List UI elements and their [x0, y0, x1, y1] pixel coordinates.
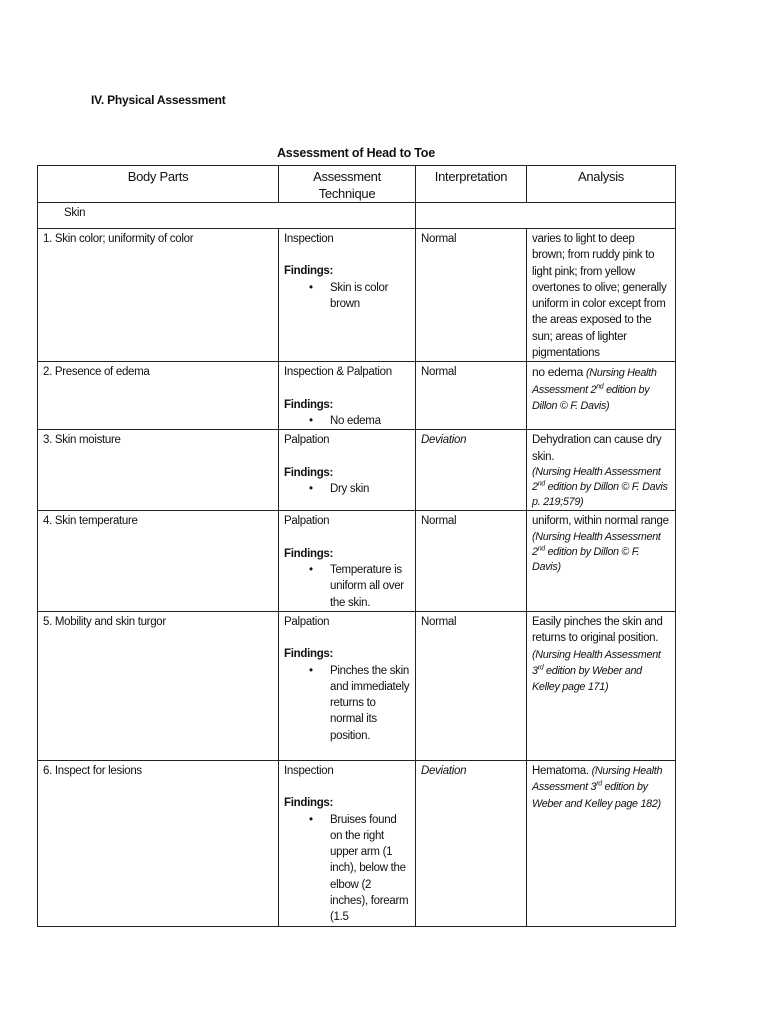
- technique-cell: [279, 760, 416, 926]
- section-empty-cell: [416, 203, 676, 229]
- citation-pre: (Nursing Health Assessment 2: [532, 367, 657, 396]
- finding-item: • Temperature is uniform all over the skin.: [330, 562, 410, 611]
- finding-item: • Bruises found on the right upper arm (1 inch), below the elbow (2 inches), forearm (1.5: [330, 812, 410, 926]
- assessment-table: [37, 165, 676, 927]
- finding-item: • No edema: [330, 413, 410, 429]
- technique-cell: [279, 511, 416, 611]
- findings-list: [284, 812, 410, 926]
- analysis-text: no edema: [532, 365, 587, 380]
- findings-label: Findings:: [284, 265, 334, 278]
- table-row: [38, 229, 676, 362]
- body-part-cell: 5. Mobility and skin turgor: [38, 611, 279, 760]
- analysis-text: uniform, within normal range: [532, 515, 669, 528]
- analysis-cell: [527, 511, 676, 611]
- section-row-skin: [38, 203, 676, 229]
- table-title: Assessment of Head to Toe: [276, 146, 435, 160]
- analysis-text: Dehydration can cause dry skin.: [532, 434, 662, 463]
- findings-label: Findings:: [284, 648, 334, 661]
- findings-list: [284, 663, 410, 744]
- technique-text: Palpation: [284, 515, 330, 528]
- citation-pre: (Nursing Health Assessment 2: [532, 530, 661, 558]
- technique-text: Inspection: [284, 764, 334, 777]
- header-body-parts: Body Parts: [38, 166, 279, 203]
- finding-item: • Dry skin: [330, 481, 410, 497]
- technique-text: Inspection: [284, 233, 334, 245]
- table-row: [38, 362, 676, 430]
- header-interpretation: Interpretation: [416, 166, 527, 203]
- header-technique: Assessment Technique: [279, 166, 416, 203]
- citation-post: edition by Weber and Kelley page 182): [532, 781, 661, 810]
- findings-label: Findings:: [284, 398, 334, 411]
- body-part-cell: 6. Inspect for lesions: [38, 760, 279, 926]
- citation-ordinal: rd: [596, 780, 602, 788]
- technique-cell: [279, 229, 416, 362]
- technique-text: Palpation: [284, 615, 330, 628]
- findings-list: [284, 280, 410, 313]
- table-row: [38, 430, 676, 511]
- analysis-cell: [527, 611, 676, 760]
- technique-text: Inspection & Palpation: [284, 366, 392, 379]
- findings-list: [284, 562, 410, 611]
- citation-pre: (Nursing Health Assessment 3: [532, 648, 661, 677]
- analysis-cell: varies to light to deep brown; from ruddy pink to light pink; from yellow overtones to olive; generally uniform in color except from the areas exposed to the sun; areas of lighter pigmentations: [527, 229, 676, 362]
- citation-post: edition by Weber and Kelley page 171): [532, 664, 642, 694]
- citation-pre: (Nursing Health Assessment 3: [532, 764, 663, 794]
- analysis-text: Easily pinches the skin and returns to original position.: [532, 615, 663, 645]
- finding-item: • Pinches the skin and immediately returns to normal its position.: [330, 663, 410, 744]
- body-part-cell: 1. Skin color; uniformity of color: [38, 229, 279, 362]
- findings-list: [284, 481, 410, 497]
- citation-post: edition by Dillon © F. Davis p. 219;579): [532, 481, 668, 509]
- table-row: [38, 760, 676, 926]
- header-analysis: Analysis: [527, 166, 676, 203]
- citation: [532, 649, 661, 694]
- table-header-row: [38, 166, 676, 203]
- analysis-cell: [527, 760, 676, 926]
- technique-text: Palpation: [284, 434, 330, 447]
- interpretation-cell: Normal: [416, 362, 527, 430]
- analysis-cell: [527, 362, 676, 430]
- analysis-text: Hematoma.: [532, 764, 592, 777]
- citation: [532, 465, 670, 511]
- section-label-skin: Skin: [38, 203, 416, 229]
- findings-list: [284, 413, 410, 429]
- analysis-cell: [527, 430, 676, 511]
- body-part-cell: 2. Presence of edema: [38, 362, 279, 430]
- body-part-cell: 4. Skin temperature: [38, 511, 279, 611]
- citation-ordinal: nd: [596, 383, 604, 391]
- technique-cell: [279, 611, 416, 760]
- interpretation-cell: Normal: [416, 611, 527, 760]
- technique-cell: [279, 430, 416, 511]
- citation-post: edition by Dillon © F. Davis): [532, 545, 640, 574]
- citation: [532, 530, 670, 576]
- interpretation-cell: Deviation: [416, 760, 527, 926]
- body-part-cell: 3. Skin moisture: [38, 430, 279, 511]
- interpretation-cell: Normal: [416, 229, 527, 362]
- interpretation-cell: Deviation: [416, 430, 527, 511]
- citation-post: edition by Dillon © F. Davis): [532, 383, 650, 412]
- citation-pre: (Nursing Health Assessment 2: [532, 465, 661, 494]
- finding-item: • Skin is color brown: [330, 280, 410, 313]
- table-row: [38, 611, 676, 760]
- table-row: [38, 511, 676, 611]
- technique-cell: [279, 362, 416, 430]
- citation-ordinal: rd: [537, 664, 544, 672]
- interpretation-cell: Normal: [416, 511, 527, 611]
- findings-label: Findings:: [284, 466, 334, 479]
- section-title: IV. Physical Assessment: [91, 93, 226, 107]
- findings-label: Findings:: [284, 547, 334, 560]
- citation-ordinal: nd: [537, 480, 545, 488]
- findings-label: Findings:: [284, 797, 334, 810]
- citation-ordinal: nd: [537, 545, 545, 553]
